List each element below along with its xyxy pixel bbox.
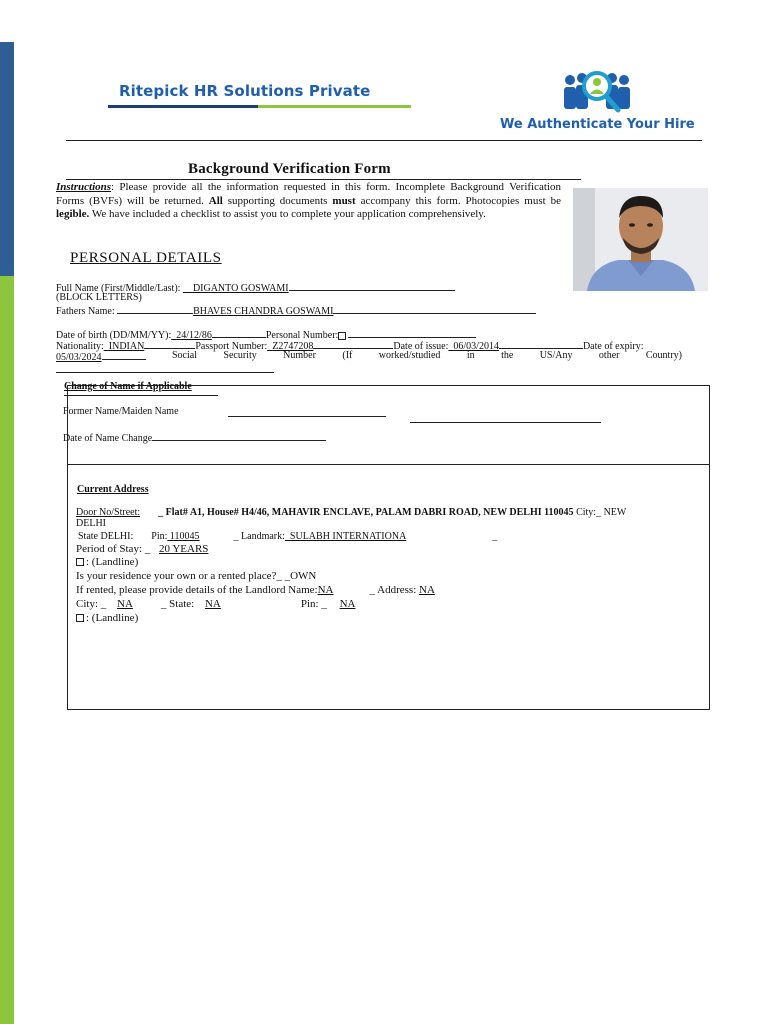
landline-label: : (Landline) (86, 556, 139, 568)
company-underline-blue (108, 105, 258, 108)
name-change-heading: Change of Name if Applicable (64, 381, 192, 392)
landline2-label: : (Landline) (86, 612, 139, 624)
door-label: Door No/Street: (76, 507, 141, 518)
name-change-date-label: Date of Name Change (63, 433, 153, 444)
pin-label: Pin: (151, 531, 168, 542)
door-row (76, 507, 626, 518)
residence-question: Is your residence your own or a rented place? (76, 570, 277, 582)
name-change-heading-rule (64, 395, 218, 396)
state-label: State DELHI: (78, 531, 134, 542)
landlord-label: If rented, please provide details of the Landlord Name: (76, 584, 318, 596)
landlord-address-label: Address: (377, 584, 417, 596)
state-pin-row: State DELHI: Pin: 110045 _ Landmark:_SULABH INTERNATIONA _ (78, 531, 498, 542)
nationality-value[interactable]: _INDIAN (103, 341, 145, 352)
residence-answer[interactable]: _OWN (284, 570, 317, 582)
state2-value[interactable]: NA (204, 598, 221, 610)
residence-row: Is your residence your own or a rented place?_ _OWN (76, 570, 317, 582)
instructions-all: All (208, 194, 223, 207)
city-state-pin-row: City: _ NA _ State: NA Pin: _ NA (76, 598, 356, 610)
landmark-value[interactable]: _SULABH INTERNATIONA (284, 531, 407, 542)
instructions-legible: legible. (56, 208, 90, 220)
pin2-value[interactable]: NA (339, 598, 356, 610)
personal-details-heading: PERSONAL DETAILS (70, 250, 222, 266)
name-change-box (67, 385, 710, 465)
fathers-name-value[interactable]: BHAVES CHANDRA GOSWAMI (193, 306, 334, 317)
city2-label: City: (76, 598, 99, 610)
instructions-text-a: : Please provide all the information requested in this form. Incomplete Background Verification Forms (BVFs) will be returned. (56, 181, 561, 207)
ssn-word: other (598, 350, 620, 361)
period-row: Period of Stay: _ 20 YEARS (76, 543, 209, 555)
former-name-field-2[interactable] (410, 422, 601, 423)
city-value[interactable]: _ NEW (596, 507, 627, 518)
landlord-address-value[interactable]: NA (419, 584, 435, 596)
landlord-value[interactable]: NA (317, 584, 334, 596)
name-change-date-field[interactable] (152, 431, 326, 441)
instructions-paragraph (56, 181, 561, 222)
full-name-value[interactable]: __DIGANTO GOSWAMI (182, 283, 289, 294)
city-value-cont: DELHI (76, 518, 106, 529)
form-title: Background Verification Form (188, 161, 391, 177)
ssn-word: Social (171, 350, 197, 361)
landmark-label: _ Landmark: (233, 531, 285, 542)
title-divider (66, 179, 581, 180)
sidebar-accent-green (0, 276, 14, 1024)
landline2-row (76, 612, 138, 624)
ssn-field[interactable] (56, 372, 274, 373)
issue-value[interactable]: _06/03/2014 (448, 341, 499, 352)
passport-value[interactable]: _Z2747208 (267, 341, 314, 352)
phone-box-icon (76, 558, 84, 566)
period-label: Period of Stay: (76, 543, 142, 555)
ssn-word: Security (223, 350, 257, 361)
fathers-name-label: Fathers Name: (56, 306, 118, 317)
company-logo-icon (560, 66, 634, 122)
fathers-name-row (56, 304, 536, 317)
instructions-text-c: accompany this form. Photocopies must be (355, 194, 562, 207)
sidebar-accent-blue (0, 42, 14, 276)
name-change-date-row (63, 431, 326, 444)
personal-number-field[interactable] (348, 328, 476, 338)
pin2-label: Pin: (300, 598, 319, 610)
ssn-word: worked/studied (378, 350, 441, 361)
full-name-label: Full Name (First/Middle/Last): (56, 283, 183, 294)
ssn-word: US/Any (539, 350, 573, 361)
instructions-must: must (332, 194, 356, 207)
city-label: City: (576, 507, 597, 518)
landlord-row: If rented, please provide details of the Landlord Name:NA _ Address: NA (76, 584, 435, 596)
ssn-word: (If (342, 350, 353, 361)
landline-row (76, 556, 138, 568)
current-address-heading: Current Address (77, 484, 149, 495)
company-underline-green (258, 105, 411, 108)
expiry-label: Date of expiry: (582, 341, 644, 352)
instructions-label: Instructions (56, 181, 112, 193)
company-name: Ritepick HR Solutions Private (119, 82, 371, 100)
pin-value[interactable]: 110045 (169, 531, 200, 542)
instructions-text-b: supporting documents (222, 194, 333, 207)
company-tagline: We Authenticate Your Hire (500, 117, 695, 132)
personal-number-label: Personal Number: (265, 330, 339, 341)
ssn-word: Country) (645, 350, 682, 361)
expiry-ssn-row (56, 350, 682, 363)
header-divider (66, 140, 702, 141)
door-value[interactable]: _ Flat# A1, House# H4/46, MAHAVIR ENCLAVE, PALAM DABRI ROAD, NEW DELHI 110045 (158, 507, 574, 518)
instructions-text-d: We have included a checklist to assist you to complete your application comprehensively. (89, 208, 486, 220)
city2-value[interactable]: NA (117, 598, 133, 610)
applicant-photo (573, 188, 708, 291)
phone-box-icon (76, 614, 84, 622)
former-name-label: Former Name/Maiden Name (63, 406, 179, 417)
name-change-rule (225, 385, 703, 386)
ssn-word: Number (283, 350, 316, 361)
ssn-word: the (501, 350, 514, 361)
state2-label: State: (169, 598, 195, 610)
ssn-word: in (466, 350, 475, 361)
nationality-label: Nationality: (56, 341, 104, 352)
period-value[interactable]: 20 YEARS (159, 543, 209, 555)
dob-label: Date of birth (DD/MM/YY): (56, 330, 172, 341)
block-letters-note: (BLOCK LETTERS) (56, 292, 142, 303)
passport-label: Passport Number: (195, 341, 268, 352)
issue-label: Date of issue: (393, 341, 449, 352)
expiry-value[interactable]: 05/03/2024 (56, 352, 102, 363)
former-name-field[interactable] (228, 416, 386, 417)
dob-value[interactable]: _24/12/86 (171, 330, 212, 341)
